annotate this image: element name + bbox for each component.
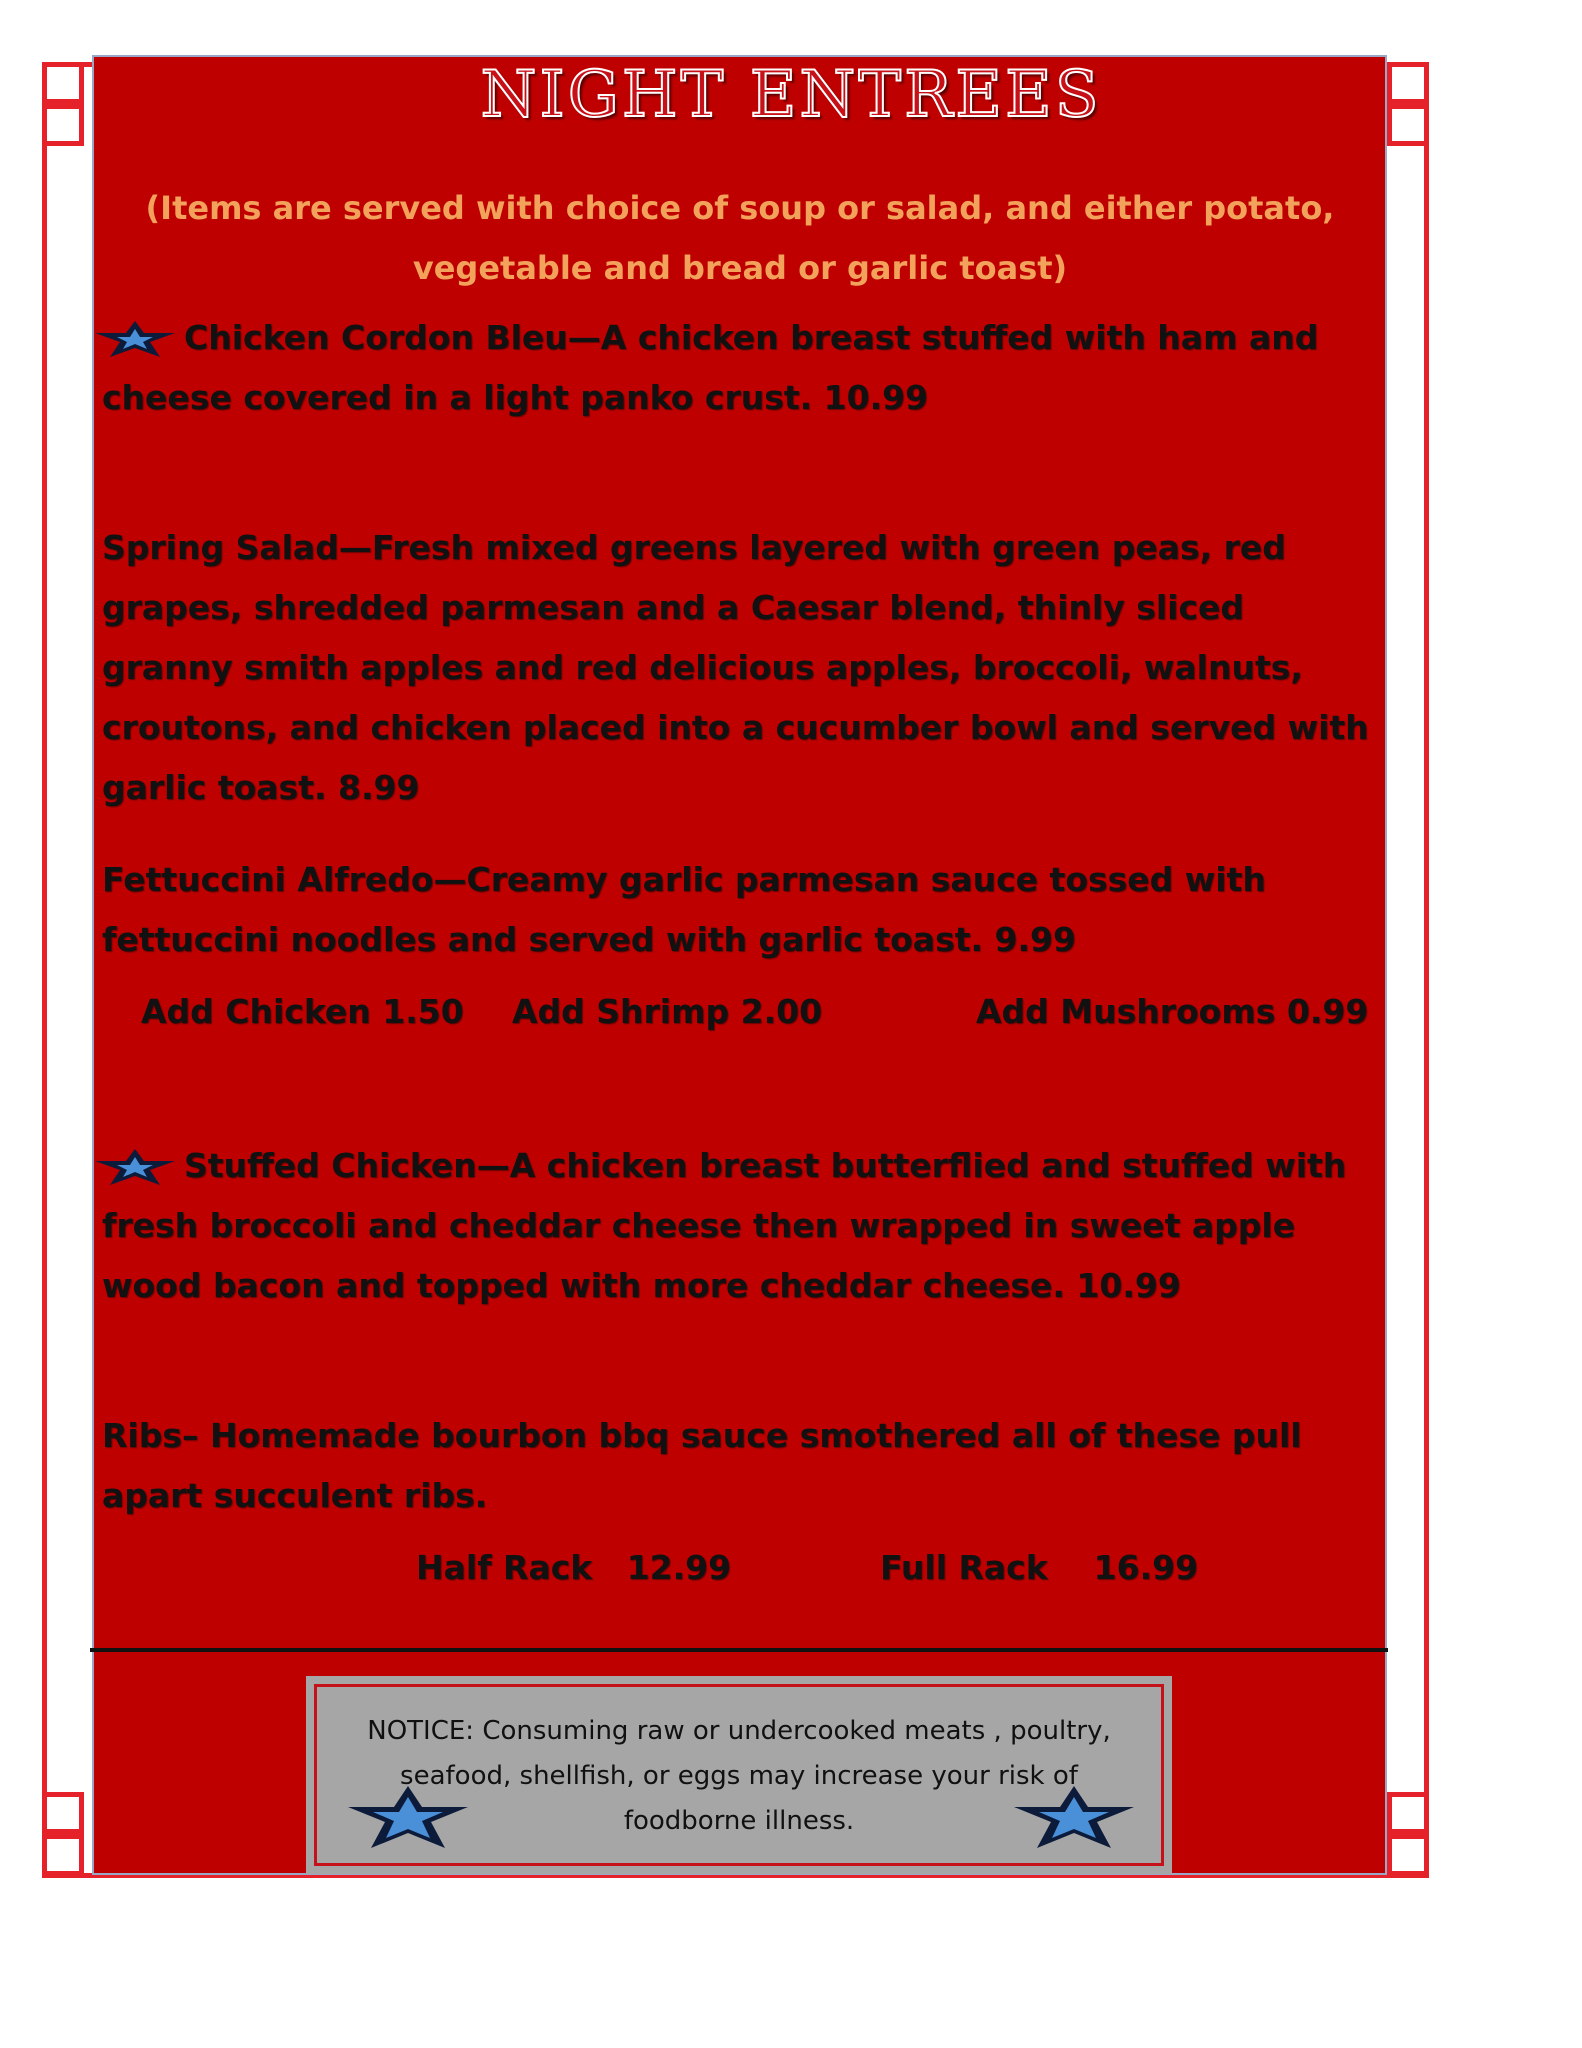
notice-border [314, 1684, 1164, 1866]
notice-box [306, 1676, 1172, 1874]
star-icon [1013, 1785, 1135, 1849]
frame-corner [1387, 1792, 1429, 1834]
menu-subtitle: (Items are served with choice of soup or salad, and either potato, vegetable and bread or garlic toast) [145, 189, 1335, 287]
item-description: Fettuccini Alfredo—Creamy garlic parmesan sauce tossed with fettuccini noodles and served with garlic toast. 9.99 [102, 860, 1266, 959]
menu-item [102, 1136, 1382, 1316]
item-description: Chicken Cordon Bleu—A chicken breast stuffed with ham and cheese covered in a light panko crust. 10.99 [102, 318, 1319, 417]
item-description: Spring Salad—Fresh mixed greens layered with green peas, red grapes, shredded parmesan and a Caesar blend, thinly sliced granny smith apples and red delicious apples, broccoli, walnuts, croutons, and chicken placed into a cucumber bowl and served with garlic toast. 8.99 [102, 528, 1369, 807]
menu-item [102, 308, 1382, 428]
addon-option: Add Mushrooms 0.99 [976, 992, 1369, 1031]
star-icon [347, 1785, 469, 1849]
menu-item [102, 518, 1382, 818]
item-description: Ribs– Homemade bourbon bbq sauce smothered all of these pull apart succulent ribs. [102, 1416, 1302, 1515]
rib-option: Half Rack 12.99 [416, 1548, 732, 1587]
item-description: Stuffed Chicken—A chicken breast butterflied and stuffed with fresh broccoli and cheddar cheese then wrapped in sweet apple wood bacon and topped with more cheddar cheese. 10.99 [102, 1146, 1347, 1305]
frame-corner [1387, 1834, 1429, 1876]
frame-corner [42, 1834, 84, 1876]
frame-corner [42, 1792, 84, 1834]
addon-option: Add Shrimp 2.00 [512, 992, 823, 1031]
menu-item [102, 1406, 1382, 1526]
addon-option: Add Chicken 1.50 [141, 992, 464, 1031]
notice-text: NOTICE: Consuming raw or undercooked meats , poultry, seafood, shellfish, or eggs may increase your risk of foodborne illness. [367, 1716, 1111, 1836]
section-divider [90, 1648, 1388, 1652]
page-title: NIGHT ENTREES [480, 58, 1102, 132]
rib-option: Full Rack 16.99 [880, 1548, 1199, 1587]
menu-item [102, 850, 1382, 970]
